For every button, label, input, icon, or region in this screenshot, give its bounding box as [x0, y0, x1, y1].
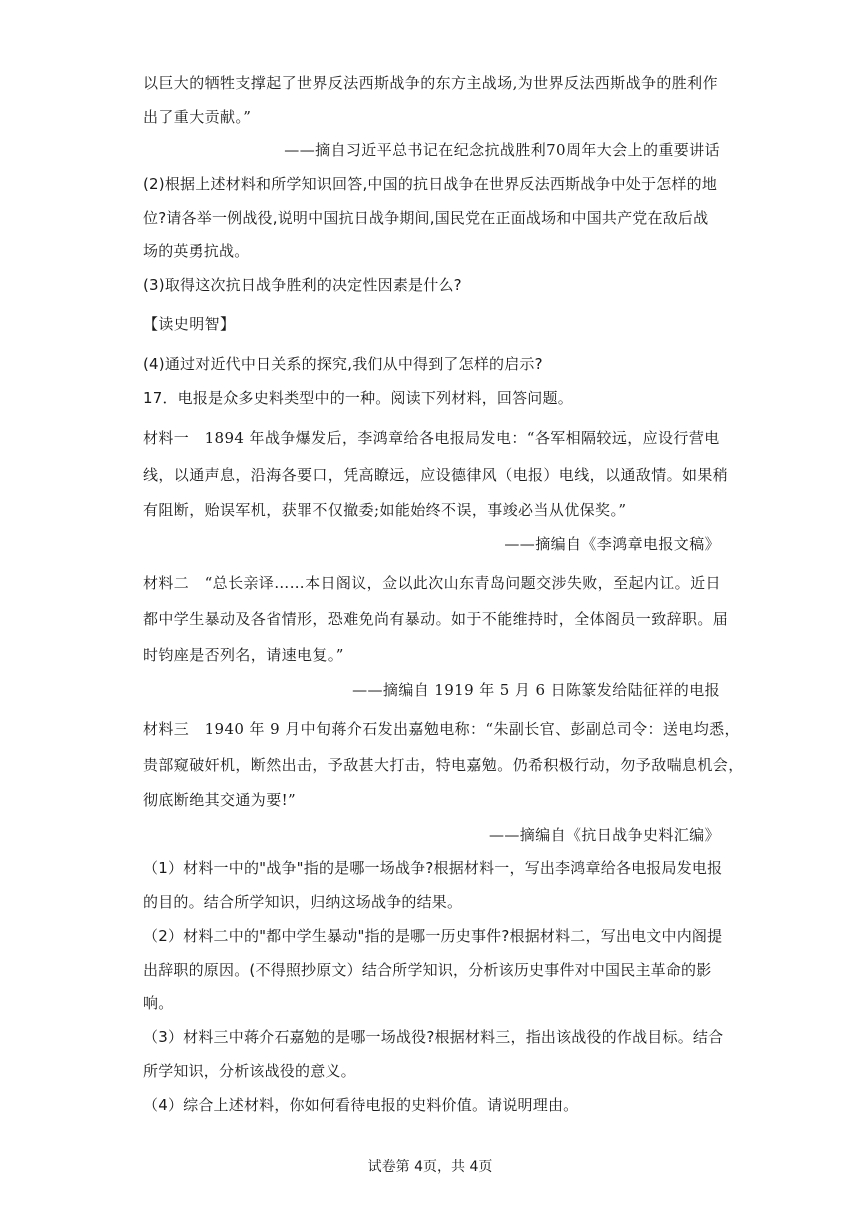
question-16-2-line: (2)根据上述材料和所学知识回答,中国的抗日战争在世界反法西斯战争中处于怎样的地	[143, 175, 718, 193]
question-17-1-line: 的目的。结合所学知识，归纳这场战争的结果。	[143, 893, 463, 911]
material-text-line: 以巨大的牺牲支撑起了世界反法西斯战争的东方主战场,为世界反法西斯战争的胜利作	[143, 74, 718, 92]
question-17-3-line: （3）材料三中蒋介石嘉勉的是哪一场战役?根据材料三，指出该战役的作战目标。结合	[143, 1028, 724, 1046]
question-17-2-line: （2）材料二中的"都中学生暴动"指的是哪一历史事件?根据材料二，写出电文中内阁提	[143, 927, 723, 945]
question-17-stem: 17．电报是众多史料类型中的一种。阅读下列材料，回答问题。	[143, 389, 573, 407]
material-1-line: 有阻断，贻误军机，获罪不仅撤委;如能始终不误，事竣必当从优保奖。”	[143, 501, 627, 519]
material-2-line: 时钧座是否列名，请速电复。”	[143, 646, 344, 664]
page-footer: 试卷第 4页，共 4页	[367, 1159, 493, 1175]
question-16-2-line: 位?请各举一例战役,说明中国抗日战争期间,国民党在正面战场和中国共产党在敌后战	[143, 209, 709, 227]
question-17-1-line: （1）材料一中的"战争"指的是哪一场战争?根据材料一，写出李鸿章给各电报局发电报	[143, 859, 723, 877]
material-2-line: 材料二 “总长亲译……本日阁议，佥以此次山东青岛问题交涉失败，至起内讧。近日	[143, 574, 721, 592]
question-16-4: (4)通过对近代中日关系的探究,我们从中得到了怎样的启示?	[143, 355, 543, 373]
question-17-2-line: 响。	[143, 994, 174, 1012]
material-1-line: 线，以通声息，沿海各要口，凭高瞭远，应设德律风（电报）电线，以通敌情。如果稍	[143, 466, 729, 484]
question-16-2-line: 场的英勇抗战。	[143, 242, 250, 260]
material-2-line: 都中学生暴动及各省情形，恐难免尚有暴动。如于不能维持时，全体阁员一致辞职。届	[143, 610, 729, 628]
material-2-source: ——摘编自 1919 年 5 月 6 日陈篆发给陆征祥的电报	[352, 681, 720, 699]
question-17-2-line: 出辞职的原因。(不得照抄原文）结合所学知识，分析该历史事件对中国民主革命的影	[143, 961, 712, 979]
material-1-line: 材料一 1894 年战争爆发后，李鸿章给各电报局发电：“各军相隔较远，应设行营电	[143, 429, 720, 447]
question-17-3-line: 所学知识，分析该战役的意义。	[143, 1062, 356, 1080]
material-1-source: ——摘编自《李鸿章电报文稿》	[504, 535, 720, 553]
material-3-source: ——摘编自《抗日战争史料汇编》	[488, 826, 720, 844]
material-3-line: 彻底断绝其交通为要!”	[143, 791, 297, 809]
question-17-4: （4）综合上述材料，你如何看待电报的史料价值。请说明理由。	[143, 1096, 579, 1114]
section-title: 【读史明智】	[143, 315, 236, 333]
question-16-3: (3)取得这次抗日战争胜利的决定性因素是什么?	[143, 276, 462, 294]
material-source: ——摘自习近平总书记在纪念抗战胜利70周年大会上的重要讲话	[284, 141, 720, 159]
material-text-line: 出了重大贡献。”	[143, 108, 252, 126]
material-3-line: 材料三 1940 年 9 月中旬蒋介石发出嘉勉电称：“朱副长官、彭副总司令：送电均悉，	[143, 720, 740, 738]
material-3-line: 贵部窥破奸机，断然出击，予敌甚大打击，特电嘉勉。仍希积极行动，勿予敌喘息机会，	[143, 756, 744, 774]
